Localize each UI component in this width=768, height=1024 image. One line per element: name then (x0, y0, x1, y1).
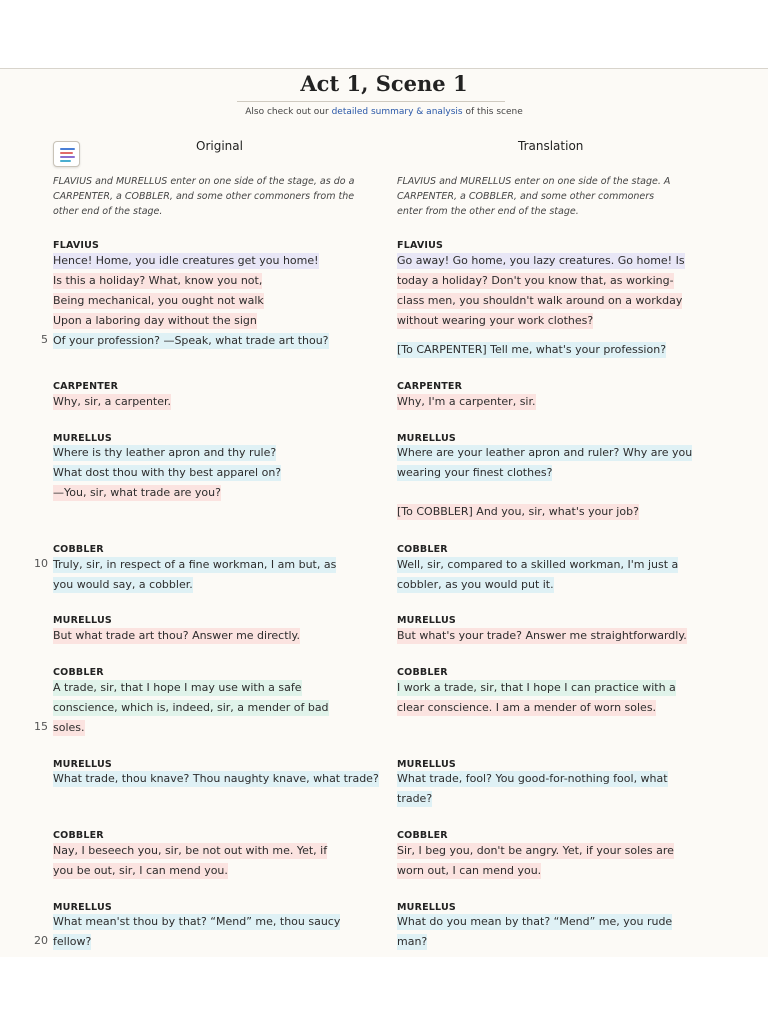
page-title: Act 1, Scene 1 (300, 71, 468, 96)
translation-line[interactable]: without wearing your work clothes? (397, 314, 594, 327)
speaker-name: MURELLUS (397, 759, 456, 770)
line-number: 20 (34, 934, 48, 947)
speaker-name: COBBLER (53, 544, 104, 555)
translation-line[interactable]: man? (397, 935, 428, 948)
speaker-name: MURELLUS (53, 902, 112, 913)
translation-line[interactable]: today a holiday? Don't you know that, as working- (397, 274, 674, 287)
translation-line[interactable]: clear conscience. I am a mender of worn soles. (397, 701, 657, 714)
stage-direction-translation-1: FLAVIUS and MURELLUS enter on one side of the stage. A (397, 176, 671, 187)
translation-line[interactable]: But what's your trade? Answer me straightforwardly. (397, 629, 687, 642)
subtitle-suffix: of this scene (465, 107, 523, 117)
translation-line[interactable]: What trade, fool? You good-for-nothing fool, what (397, 772, 668, 785)
original-line[interactable]: —You, sir, what trade are you? (53, 486, 221, 499)
speaker-name: COBBLER (397, 544, 448, 555)
original-line[interactable]: Is this a holiday? What, know you not, (53, 274, 263, 287)
translation-line[interactable]: wearing your finest clothes? (397, 466, 553, 479)
translation-line[interactable]: Well, sir, compared to a skilled workman, I'm just a (397, 558, 679, 571)
stage-direction-translation-2: CARPENTER, a COBBLER, and some other commoners (397, 191, 655, 202)
summary-link[interactable]: detailed summary & analysis (331, 107, 463, 117)
title-divider (237, 101, 505, 102)
original-line[interactable]: Where is thy leather apron and thy rule? (53, 446, 277, 459)
translation-line[interactable]: [To CARPENTER] Tell me, what's your profession? (397, 343, 667, 356)
speaker-name: COBBLER (53, 830, 104, 841)
stage-direction-translation-3: enter from the other end of the stage. (397, 206, 579, 217)
speaker-name: MURELLUS (397, 902, 456, 913)
original-line[interactable]: A trade, sir, that I hope I may use with a safe (53, 681, 302, 694)
speaker-name: MURELLUS (397, 433, 456, 444)
lines-icon (60, 148, 75, 150)
speaker-name: MURELLUS (53, 759, 112, 770)
speaker-name: FLAVIUS (397, 240, 444, 251)
original-line[interactable]: What dost thou with thy best apparel on? (53, 466, 282, 479)
translation-line[interactable]: worn out, I can mend you. (397, 864, 542, 877)
translation-line[interactable]: Sir, I beg you, don't be angry. Yet, if your soles are (397, 844, 674, 857)
original-column-header: Original (196, 139, 243, 153)
speaker-name: MURELLUS (53, 615, 112, 626)
stage-direction-original-1: FLAVIUS and MURELLUS enter on one side of the stage, as do a (53, 176, 355, 187)
speaker-name: COBBLER (397, 830, 448, 841)
original-line[interactable]: Upon a laboring day without the sign (53, 314, 257, 327)
original-line[interactable]: What mean'st thou by that? “Mend” me, thou saucy (53, 915, 341, 928)
original-line[interactable]: But what trade art thou? Answer me directly. (53, 629, 300, 642)
original-line[interactable]: Why, sir, a carpenter. (53, 395, 172, 408)
subtitle-prefix: Also check out our (245, 107, 329, 117)
translation-line[interactable]: Where are your leather apron and ruler? Why are you (397, 446, 693, 459)
speaker-name: CARPENTER (53, 381, 119, 392)
translation-line[interactable]: cobbler, as you would put it. (397, 578, 554, 591)
original-line[interactable]: What trade, thou knave? Thou naughty knave, what trade? (53, 772, 379, 785)
speaker-name: MURELLUS (53, 433, 112, 444)
scene-page (0, 69, 768, 957)
translation-line[interactable]: class men, you shouldn't walk around on a workday (397, 294, 683, 307)
speaker-name: COBBLER (53, 667, 104, 678)
translation-line[interactable]: Why, I'm a carpenter, sir. (397, 395, 536, 408)
original-line[interactable]: you be out, sir, I can mend you. (53, 864, 228, 877)
line-number: 5 (41, 333, 48, 346)
original-line[interactable]: Of your profession? —Speak, what trade art thou? (53, 334, 329, 347)
line-number: 10 (34, 557, 48, 570)
original-line[interactable]: conscience, which is, indeed, sir, a mender of bad (53, 701, 329, 714)
menu-button[interactable] (53, 141, 80, 167)
stage-direction-original-2: CARPENTER, a COBBLER, and some other commoners from the (53, 191, 355, 202)
original-line[interactable]: soles. (53, 721, 85, 734)
speaker-name: CARPENTER (397, 381, 463, 392)
translation-line[interactable]: [To COBBLER] And you, sir, what's your job? (397, 505, 639, 518)
original-line[interactable]: you would say, a cobbler. (53, 578, 193, 591)
original-line[interactable]: Being mechanical, you ought not walk (53, 294, 264, 307)
original-line[interactable]: Truly, sir, in respect of a fine workman, I am but, as (53, 558, 337, 571)
speaker-name: COBBLER (397, 667, 448, 678)
translation-line[interactable]: trade? (397, 792, 433, 805)
translation-column-header: Translation (518, 139, 584, 153)
subtitle (0, 107, 768, 117)
translation-line[interactable]: I work a trade, sir, that I hope I can practice with a (397, 681, 676, 694)
original-line[interactable]: fellow? (53, 935, 92, 948)
original-line[interactable]: Hence! Home, you idle creatures get you home! (53, 254, 319, 267)
line-number: 15 (34, 720, 48, 733)
stage-direction-original-3: other end of the stage. (53, 206, 163, 217)
speaker-name: FLAVIUS (53, 240, 100, 251)
speaker-name: MURELLUS (397, 615, 456, 626)
translation-line[interactable]: What do you mean by that? “Mend” me, you rude (397, 915, 673, 928)
original-line[interactable]: Nay, I beseech you, sir, be not out with me. Yet, if (53, 844, 328, 857)
translation-line[interactable]: Go away! Go home, you lazy creatures. Go home! Is (397, 254, 685, 267)
